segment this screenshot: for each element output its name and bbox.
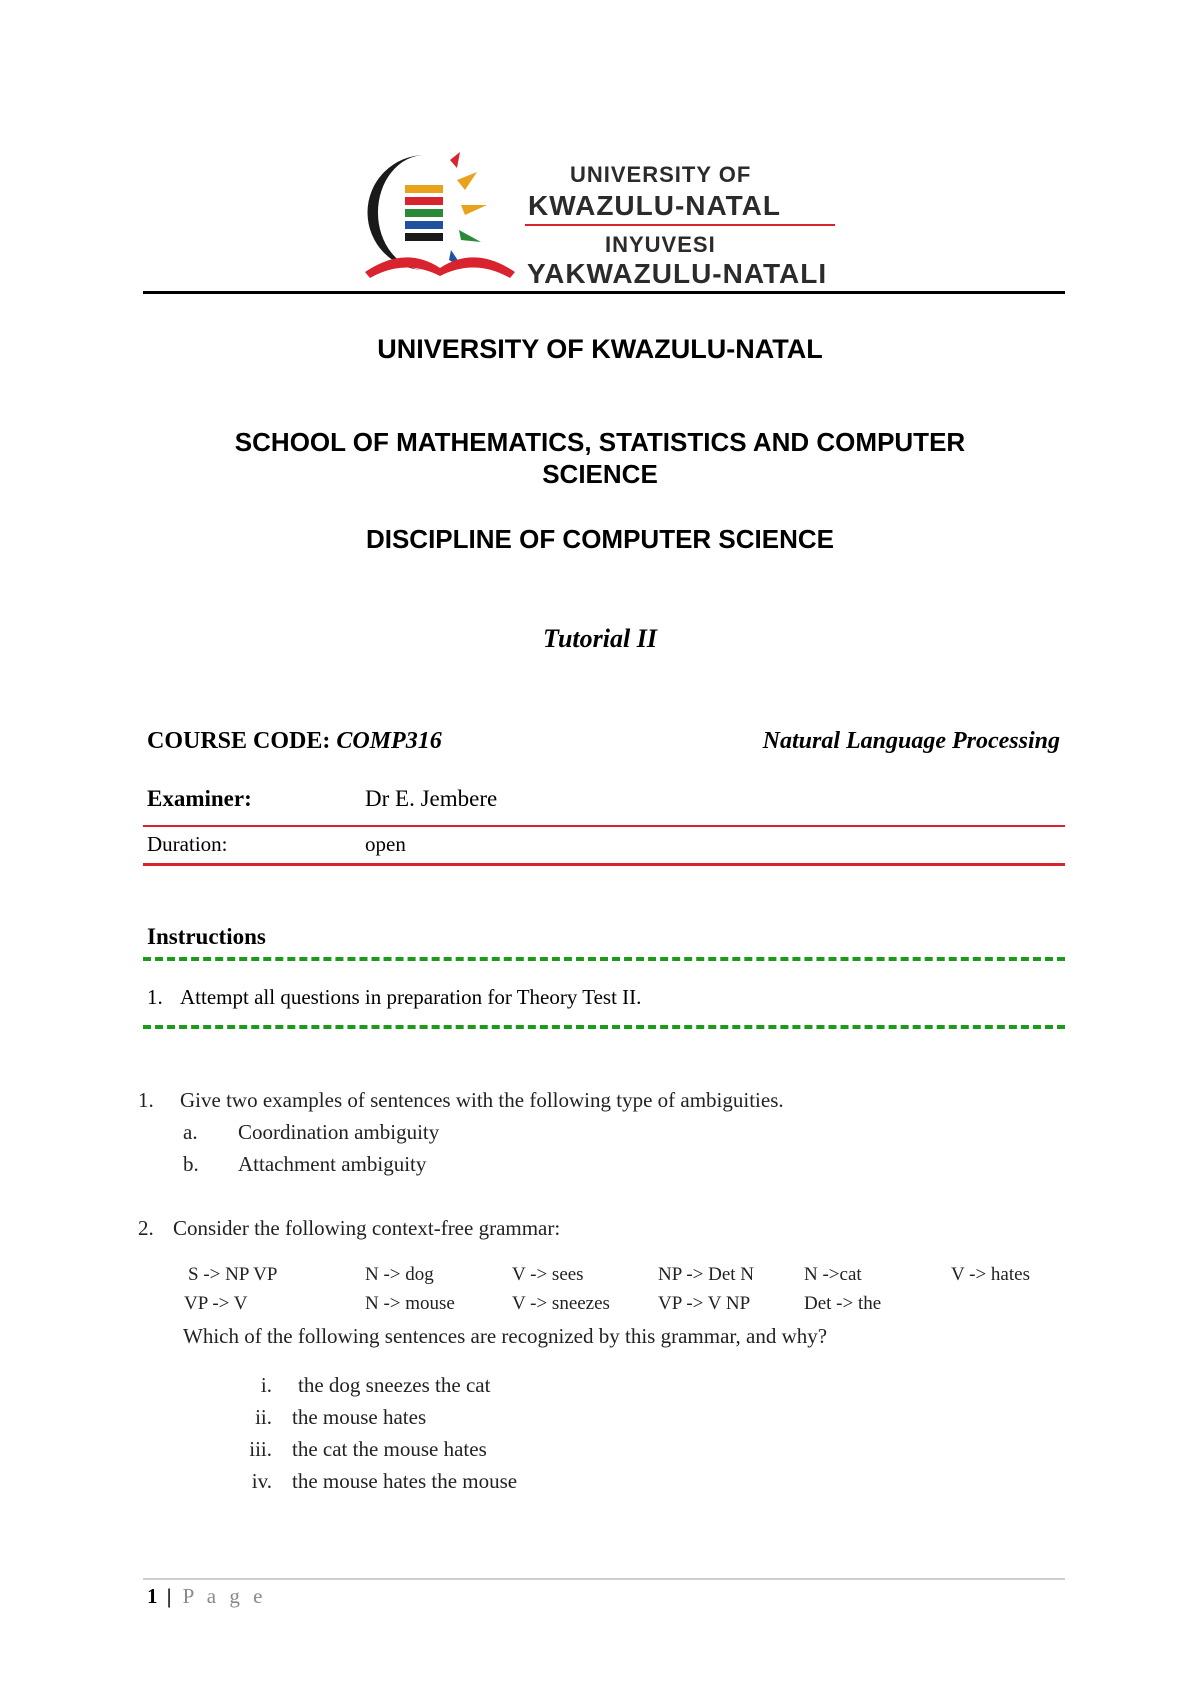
- dashed-divider: [143, 957, 1065, 961]
- course-code-label: COURSE CODE:: [147, 728, 331, 754]
- course-code-value: COMP316: [336, 728, 442, 754]
- sentence-label: iv.: [251, 1469, 272, 1493]
- logo-line-1: UNIVERSITY OF: [570, 162, 752, 187]
- discipline-title: DISCIPLINE OF COMPUTER SCIENCE: [365, 524, 835, 554]
- instruction-item: [147, 985, 641, 1010]
- school-title-line1: SCHOOL OF MATHEMATICS, STATISTICS AND COMPUTER: [234, 427, 966, 457]
- question-2-text: Consider the following context-free grammar:: [173, 1216, 561, 1240]
- sentence-text: the cat the mouse hates: [292, 1437, 487, 1461]
- red-rule: [143, 825, 1065, 827]
- logo-line-3: INYUVESI: [605, 232, 716, 257]
- sentence-label: iii.: [249, 1437, 272, 1461]
- examiner-label: Examiner:: [147, 786, 252, 811]
- question-1-part-text: Attachment ambiguity: [238, 1152, 427, 1176]
- question-1-number: 1.: [138, 1088, 154, 1112]
- logo-line-2: KWAZULU-NATAL: [528, 190, 782, 221]
- university-title: UNIVERSITY OF KWAZULU-NATAL: [377, 334, 823, 364]
- question-1-part-text: Coordination ambiguity: [238, 1120, 440, 1144]
- grammar-rule: NP -> Det N: [658, 1264, 755, 1285]
- dashed-divider: [143, 1025, 1065, 1029]
- question-2-number: 2.: [138, 1216, 154, 1240]
- grammar-rule: V -> sees: [512, 1264, 584, 1285]
- course-code: [147, 728, 442, 755]
- instruction-text: Attempt all questions in preparation for Theory Test II.: [180, 985, 642, 1009]
- tutorial-title: Tutorial II: [543, 624, 657, 653]
- red-rule: [143, 863, 1065, 866]
- ukzn-emblem-icon: [365, 150, 515, 290]
- footer-rule: [143, 1578, 1065, 1580]
- school-title-line2: SCIENCE: [542, 459, 658, 489]
- examiner-value: Dr E. Jembere: [365, 786, 498, 811]
- question-1-text: Give two examples of sentences with the following type of ambiguities.: [180, 1088, 784, 1112]
- instructions-title: Instructions: [147, 924, 266, 949]
- grammar-rule: VP -> V NP: [658, 1293, 751, 1314]
- grammar-rule: Det -> the: [804, 1293, 882, 1314]
- duration-value: open: [365, 832, 406, 856]
- sentence-label: ii.: [255, 1405, 272, 1429]
- page-label: P a g e: [182, 1584, 267, 1608]
- grammar-rule: N ->cat: [804, 1264, 862, 1285]
- grammar-rule: N -> mouse: [365, 1293, 455, 1314]
- question-1-part-label: a.: [183, 1120, 198, 1144]
- instruction-number: 1.: [147, 985, 163, 1009]
- page-footer: [147, 1584, 266, 1609]
- course-name: Natural Language Processing: [762, 728, 1060, 754]
- grammar-rule: N -> dog: [365, 1264, 434, 1285]
- sentence-label: i.: [260, 1373, 272, 1397]
- page-number: 1: [147, 1584, 158, 1608]
- question-2-prompt: Which of the following sentences are recognized by this grammar, and why?: [183, 1324, 828, 1348]
- logo-divider: [525, 224, 835, 226]
- sentence-text: the mouse hates: [292, 1405, 427, 1429]
- sentence-text: the dog sneezes the cat: [298, 1373, 491, 1397]
- sentence-text: the mouse hates the mouse: [292, 1469, 518, 1493]
- question-1-part-label: b.: [183, 1152, 199, 1176]
- grammar-rule: VP -> V: [184, 1293, 248, 1314]
- university-logo: [365, 150, 845, 290]
- footer-separator: |: [166, 1584, 172, 1608]
- grammar-rule: S -> NP VP: [188, 1264, 278, 1285]
- logo-line-4: YAKWAZULU-NATALI: [527, 258, 828, 289]
- header-rule: [143, 291, 1065, 294]
- grammar-rule: V -> sneezes: [512, 1293, 610, 1314]
- duration-label: Duration:: [147, 832, 228, 856]
- grammar-rule: V -> hates: [951, 1264, 1030, 1285]
